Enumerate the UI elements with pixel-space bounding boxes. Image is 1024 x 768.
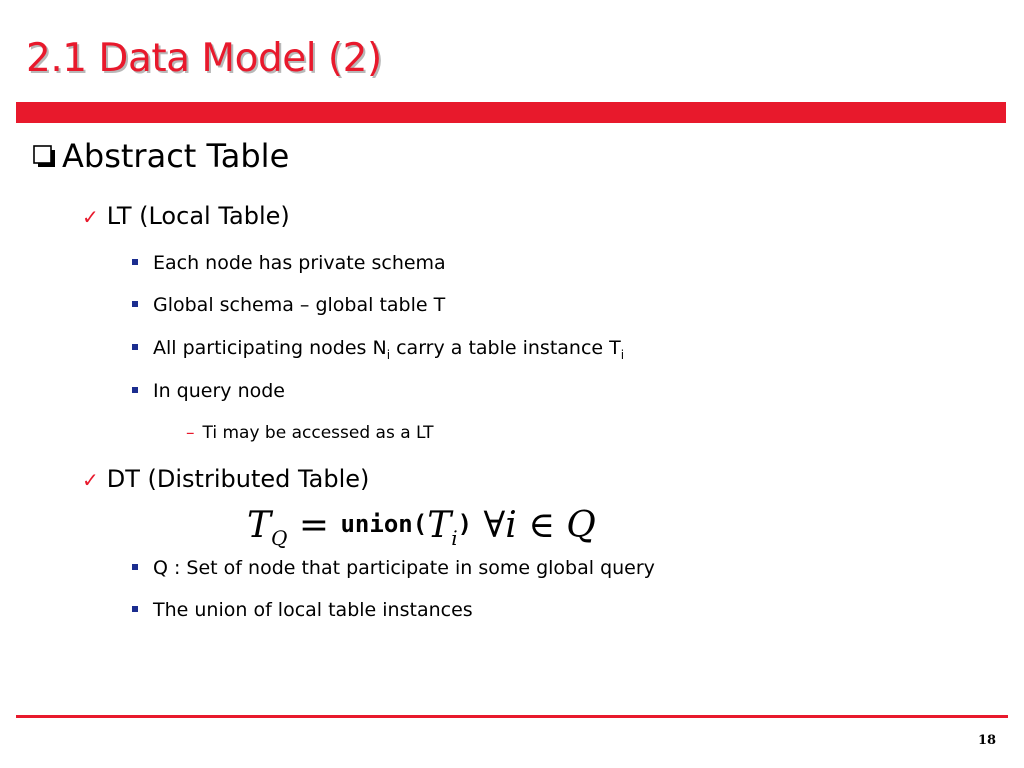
title-divider xyxy=(16,102,1006,123)
formula-lhs-sub: Q xyxy=(271,526,288,551)
list-item xyxy=(132,380,285,402)
page-number: 18 xyxy=(978,733,997,748)
heading-abstract-table xyxy=(33,137,289,175)
list-item-lt xyxy=(82,202,290,230)
formula-close: ) xyxy=(457,510,473,538)
subscript: i xyxy=(386,347,391,362)
item-text: All participating nodes N xyxy=(153,337,387,359)
formula-func: union( xyxy=(340,510,428,538)
list-item xyxy=(132,294,445,316)
list-item-dt xyxy=(82,465,369,493)
item-text: Global schema – global table T xyxy=(153,294,446,316)
formula-rest: ∀i ∈ Q xyxy=(472,505,596,546)
list-item xyxy=(132,337,624,362)
slide-title: 2.1 Data Model (2) xyxy=(26,36,382,81)
square-bullet-icon xyxy=(132,564,138,570)
formula-lhs: T xyxy=(247,505,272,546)
square-bullet-icon xyxy=(33,145,56,168)
item-text: Each node has private schema xyxy=(153,252,446,274)
item-text: Ti may be accessed as a LT xyxy=(202,423,434,443)
footer-divider xyxy=(16,715,1008,718)
formula-arg: T xyxy=(427,505,452,546)
item-text: Q : Set of node that participate in some global query xyxy=(153,557,655,579)
sub-list-item xyxy=(186,423,434,443)
dt-label: DT (Distributed Table) xyxy=(106,465,370,493)
checkmark-icon: ✓ xyxy=(82,205,99,229)
square-bullet-icon xyxy=(132,387,138,393)
lt-label: LT (Local Table) xyxy=(106,202,290,230)
square-bullet-icon xyxy=(132,606,138,612)
checkmark-icon: ✓ xyxy=(82,468,99,492)
list-item xyxy=(132,252,446,274)
formula-equals: = xyxy=(287,505,341,546)
square-bullet-icon xyxy=(132,301,138,307)
item-text: The union of local table instances xyxy=(153,599,473,621)
list-item xyxy=(132,557,655,579)
dash-bullet-icon: – xyxy=(186,423,195,443)
union-formula xyxy=(247,505,596,550)
formula-arg-sub: i xyxy=(451,526,458,551)
square-bullet-icon xyxy=(132,344,138,350)
subscript: i xyxy=(620,347,625,362)
item-text: In query node xyxy=(153,380,285,402)
item-text: carry a table instance T xyxy=(390,337,621,359)
list-item xyxy=(132,599,473,621)
heading-text: Abstract Table xyxy=(62,137,290,175)
square-bullet-icon xyxy=(132,259,138,265)
